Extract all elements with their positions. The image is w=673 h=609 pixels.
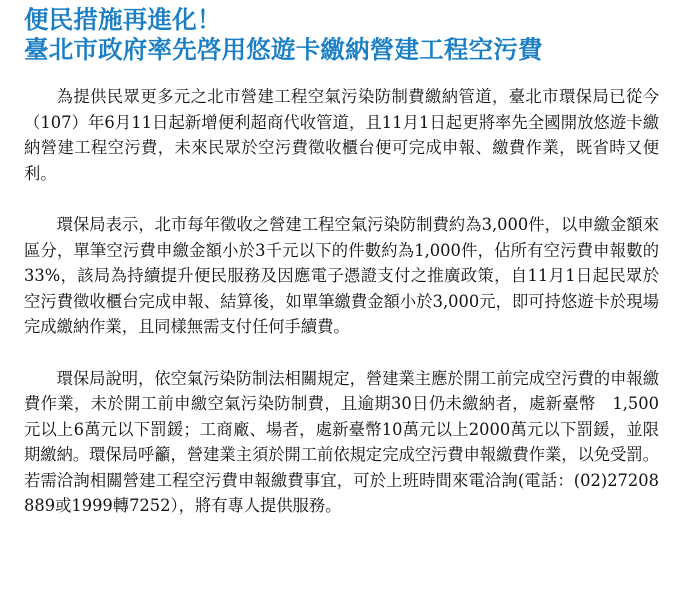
- paragraph-penalty: 環保局說明，依空氣污染防制法相關規定，營建業主應於開工前完成空污費的申報繳費作業，未於開工前申繳空氣污染防制費，且逾期30日仍未繳納者，處新臺幣 1,500元以上6萬元以下罰鍰；工商廠、場者，處新臺幣10萬元以上2000萬元以下罰鍰，並限期繳納。環保局呼籲，營建業主須於開工前依規定完成空污費申報繳費作業，以免受罰。若需洽詢相關營建工程空污費申報繳費事宜，可於上班時間來電洽詢(電話：(02)27208889或1999轉7252），將有專人提供服務。: [24, 368, 660, 515]
- paragraph-intro: 為提供民眾更多元之北市營建工程空氣污染防制費繳納管道，臺北市環保局已從今（107）年6月11日起新增便利超商代收管道，且11月1日起更將率先全國開放悠遊卡繳納營建工程空污費，未來民眾於空污費徵收櫃台便可完成申報、繳費作業，既省時又便利。: [24, 87, 659, 183]
- headline-line-2: 臺北市政府率先啓用悠遊卡繳納營建工程空污費: [24, 35, 543, 64]
- paragraph-policy: 環保局表示，北市每年徵收之營建工程空氣污染防制費約為3,000件，以申繳金額來區分，單筆空污費申繳金額小於3千元以下的件數約為1,000件，佔所有空污費申報數的33%，該局為持續提升便民服務及因應電子憑證支付之推廣政策，自11月1日起民眾於空污費徵收櫃台完成申報、結算後，如單筆繳費金額小於3,000元，即可持悠遊卡於現場完成繳納作業，且同樣無需支付任何手續費。: [24, 215, 659, 336]
- headline-line-1: 便民措施再進化！: [24, 5, 222, 34]
